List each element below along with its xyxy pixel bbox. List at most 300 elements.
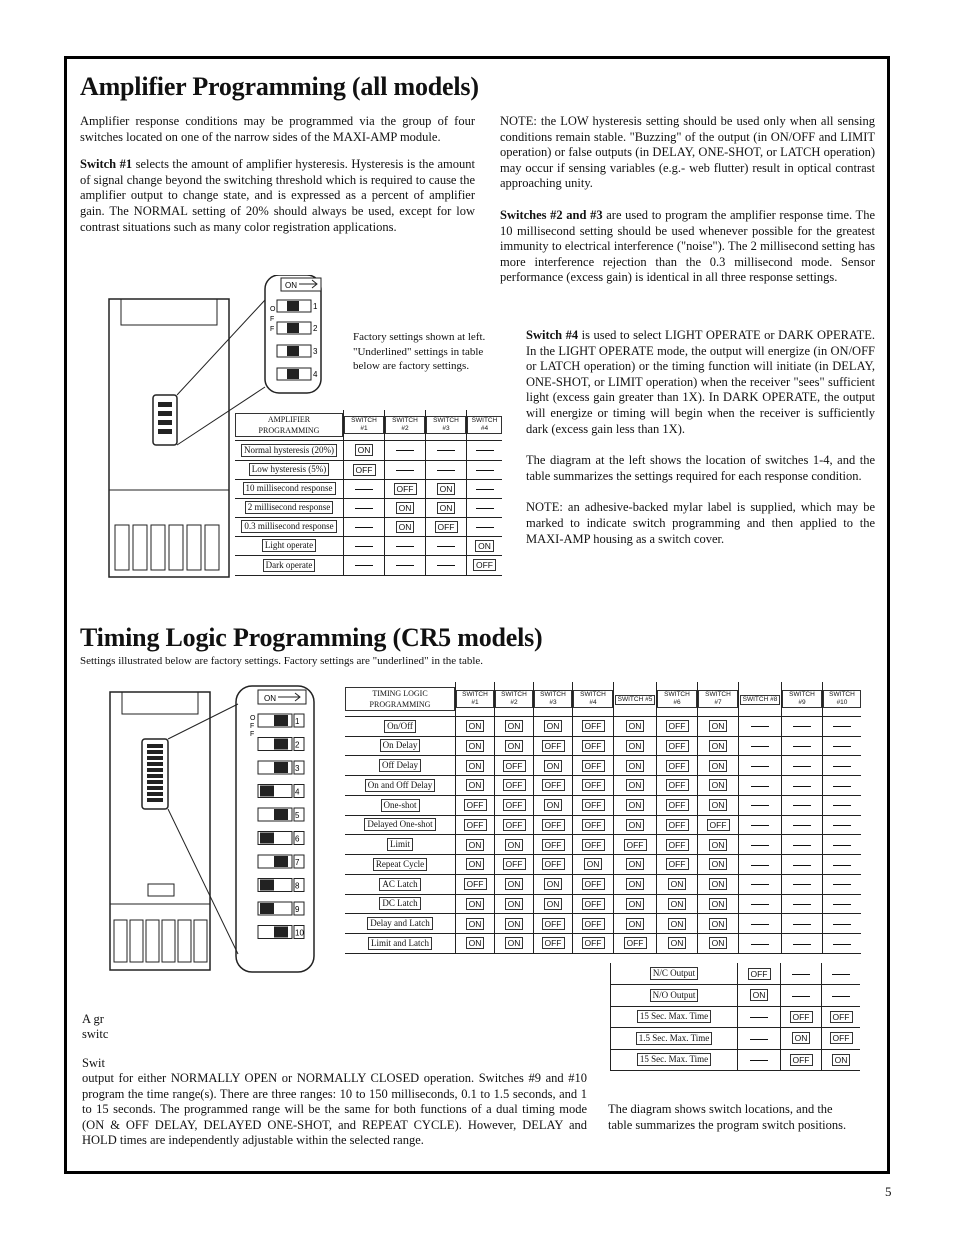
switch-setting: ON (614, 874, 657, 894)
switch-setting: ON (614, 815, 657, 835)
dash-mark (355, 508, 373, 509)
switch-setting (782, 835, 823, 855)
table-row (345, 736, 861, 756)
switch-setting (426, 555, 467, 575)
text-fragment: A gr (82, 1012, 104, 1026)
switch-number: 9 (295, 905, 300, 914)
dash-mark (355, 527, 373, 528)
row-label: 10 millisecond response (235, 479, 344, 498)
switch-setting (823, 756, 862, 776)
switch-setting: OFF (495, 756, 534, 776)
switch-setting: ON (534, 795, 573, 815)
switch-setting (467, 517, 503, 536)
dash-mark (437, 470, 455, 471)
switch-setting (822, 985, 861, 1007)
timing-logic-table (345, 682, 861, 954)
switch-setting (823, 894, 862, 914)
switch-setting (344, 517, 385, 536)
switch-setting (467, 440, 503, 460)
row-label: Limit and Latch (345, 934, 456, 954)
dash-mark (476, 489, 494, 490)
off-label-vertical: F (250, 731, 255, 738)
switch-setting: OFF (822, 1028, 861, 1050)
switch-setting: OFF (573, 914, 614, 934)
row-label: Off Delay (345, 756, 456, 776)
switch-setting: OFF (495, 795, 534, 815)
switch-setting: ON (495, 914, 534, 934)
output-and-time-range-table (610, 963, 860, 1071)
row-label: Light operate (235, 536, 344, 555)
table-row (611, 1049, 861, 1071)
table-row (345, 894, 861, 914)
table-header: TIMING LOGIC PROGRAMMING (345, 682, 456, 716)
timing-module-drawing (108, 684, 318, 974)
dip-switch-toggle (274, 715, 288, 726)
switch-setting: ON (344, 440, 385, 460)
switch-setting: ON (698, 855, 739, 875)
switch-setting (782, 776, 823, 796)
table-header: SWITCH #1 (456, 682, 495, 716)
dash-mark (793, 726, 811, 727)
row-label: 1.5 Sec. Max. Time (611, 1028, 738, 1050)
switch-setting: ON (385, 498, 426, 517)
off-label-vertical: F (270, 316, 275, 323)
switch-setting: ON (657, 894, 698, 914)
dash-mark (793, 786, 811, 787)
table-row (345, 874, 861, 894)
switch-setting: ON (495, 894, 534, 914)
switch-setting: OFF (573, 716, 614, 736)
switch-setting (739, 894, 782, 914)
table-row (345, 835, 861, 855)
dash-mark (396, 565, 414, 566)
switch-setting: OFF (495, 776, 534, 796)
switch-setting (823, 795, 862, 815)
switch-setting: OFF (657, 716, 698, 736)
switch-setting (385, 555, 426, 575)
row-label: N/C Output (611, 963, 738, 985)
switch-setting (344, 555, 385, 575)
table-header: SWITCH #10 (823, 682, 862, 716)
switch-setting: ON (614, 736, 657, 756)
dash-mark (751, 944, 769, 945)
switch-setting: ON (738, 985, 781, 1007)
row-label: On and Off Delay (345, 776, 456, 796)
switch-setting: ON (467, 536, 503, 555)
switch-setting: OFF (456, 874, 495, 894)
text-fragment: switc (82, 1027, 109, 1041)
dip-switch-toggle (260, 903, 274, 914)
dash-mark (750, 1039, 768, 1040)
dash-mark (476, 470, 494, 471)
table-row (235, 536, 502, 555)
table-header: SWITCH #2 (495, 682, 534, 716)
switch-setting: ON (573, 855, 614, 875)
on-label: ON (285, 281, 297, 290)
switch-setting (781, 985, 822, 1007)
table-header: AMPLIFIER PROGRAMMING (235, 410, 344, 440)
switch-setting (823, 736, 862, 756)
dash-mark (833, 766, 851, 767)
dash-mark (751, 865, 769, 866)
dash-mark (355, 546, 373, 547)
switch-setting: ON (456, 934, 495, 954)
off-label-vertical: O (250, 715, 256, 722)
switch-setting: ON (614, 756, 657, 776)
page-number: 5 (885, 1184, 892, 1199)
switch-setting: ON (614, 795, 657, 815)
switch-setting: ON (698, 795, 739, 815)
switch-setting: ON (698, 934, 739, 954)
switch-setting: OFF (385, 479, 426, 498)
text-fragment: Swit (82, 1056, 105, 1070)
switch-setting (823, 835, 862, 855)
switch-setting (823, 874, 862, 894)
table-row (235, 460, 502, 479)
row-label: Low hysteresis (5%) (235, 460, 344, 479)
paragraph: NOTE: the LOW hysteresis setting should be used only when all sensing conditions remain stable. "Buzzing" of the output (in ON/OFF and LIMIT operation) or false outputs (in DELAY, ONE-SHOT, or LATCH operation) may occur if sensing variables (e.g.- web flutter) result in optical contrast approaching unity. (500, 114, 875, 191)
row-label: DC Latch (345, 894, 456, 914)
dip-switch-toggle (274, 927, 288, 938)
table-row (345, 914, 861, 934)
dash-mark (437, 565, 455, 566)
table-row (235, 440, 502, 460)
switch-setting: OFF (573, 776, 614, 796)
switch-setting: OFF (698, 815, 739, 835)
switch-number: 6 (295, 834, 300, 844)
switch-setting (823, 914, 862, 934)
switch-setting: OFF (573, 815, 614, 835)
dash-mark (793, 904, 811, 905)
dash-mark (793, 884, 811, 885)
switch-setting (782, 716, 823, 736)
dash-mark (751, 786, 769, 787)
switch-number: 7 (295, 858, 300, 867)
on-label: ON (264, 694, 276, 703)
switch-setting (822, 963, 861, 985)
switch-setting: ON (456, 756, 495, 776)
paragraph: NOTE: an adhesive-backed mylar label is supplied, which may be marked to indicate switch programming and then applied to the MAXI-AMP housing as a switch cover. (526, 500, 875, 546)
switch-setting (426, 536, 467, 555)
switch-setting: OFF (573, 756, 614, 776)
paragraph: Switches #2 and #3 are used to program the amplifier response time. The 10 millisecond setting should be used whenever possible for the greatest immunity to electrical interference ("noise"). The 2 millisecond setting has more interference rejection than the 0.3 millisecond mode. Sensor performance (excess gain) is identical in all three response settings. (500, 207, 875, 285)
switch-setting (344, 536, 385, 555)
table-row (345, 756, 861, 776)
switch-setting: OFF (573, 934, 614, 954)
switch-setting: OFF (426, 517, 467, 536)
amplifier-left-column (80, 114, 475, 235)
row-label: Normal hysteresis (20%) (235, 440, 344, 460)
dash-mark (833, 924, 851, 925)
switch-setting (782, 914, 823, 934)
table-row (611, 1028, 861, 1050)
switch-setting: OFF (467, 555, 503, 575)
dip-switch-toggle (260, 786, 274, 797)
switch-setting: ON (614, 716, 657, 736)
switch-setting (739, 795, 782, 815)
switch-setting (739, 855, 782, 875)
row-label: Limit (345, 835, 456, 855)
dash-mark (833, 845, 851, 846)
switch-setting: OFF (573, 894, 614, 914)
switch-setting: ON (698, 914, 739, 934)
dash-mark (833, 746, 851, 747)
switch-setting (782, 815, 823, 835)
paragraph: Switch #4 is used to select LIGHT OPERATE or DARK OPERATE. In the LIGHT OPERATE mode, the output will energize (in ON/OFF or LATCH operation) or the timing function will initiate (in DELAY, ONE-SHOT, or LIMIT operation) when the receiver "sees" sufficient light (excess gain greater than 1X). In DARK OPERATE, the output will energize or timing will begin when the receiver is sufficiently dark (excess gain less than 1X). (526, 328, 875, 436)
amplifier-right-column (500, 114, 875, 286)
dash-mark (793, 805, 811, 806)
dash-mark (396, 546, 414, 547)
switch-setting (739, 835, 782, 855)
switch-setting: ON (456, 736, 495, 756)
switch-setting: ON (781, 1028, 822, 1050)
dash-mark (751, 904, 769, 905)
switch-setting: ON (495, 934, 534, 954)
row-label: 15 Sec. Max. Time (611, 1049, 738, 1071)
table-row (345, 934, 861, 954)
dash-mark (750, 1017, 768, 1018)
switch-setting: ON (698, 776, 739, 796)
switch-setting (467, 498, 503, 517)
switch-setting (782, 934, 823, 954)
switch-setting: OFF (657, 835, 698, 855)
switch-setting (467, 460, 503, 479)
switch-setting (739, 874, 782, 894)
switch-setting: OFF (573, 736, 614, 756)
dash-mark (792, 974, 810, 975)
dash-mark (476, 450, 494, 451)
switch-setting: ON (534, 894, 573, 914)
table-header: SWITCH #1 (344, 410, 385, 440)
row-label: AC Latch (345, 874, 456, 894)
table-row (611, 985, 861, 1007)
table-header: SWITCH #3 (426, 410, 467, 440)
row-label: Repeat Cycle (345, 855, 456, 875)
dash-mark (476, 508, 494, 509)
switch-number: 1 (295, 717, 300, 726)
dash-mark (396, 470, 414, 471)
switch-setting: ON (495, 716, 534, 736)
switch-setting: ON (426, 498, 467, 517)
switch-setting: ON (534, 874, 573, 894)
switch-number: 1 (313, 302, 318, 311)
row-label: N/O Output (611, 985, 738, 1007)
table-header: SWITCH #5 (614, 682, 657, 716)
table-header: SWITCH #2 (385, 410, 426, 440)
switch-setting: OFF (573, 795, 614, 815)
switch-setting (385, 536, 426, 555)
switch-setting: ON (456, 776, 495, 796)
dash-mark (793, 845, 811, 846)
switch-setting (426, 460, 467, 479)
switch-setting (344, 479, 385, 498)
switch-setting: ON (456, 914, 495, 934)
table-row (235, 517, 502, 536)
switch-setting: ON (614, 776, 657, 796)
dash-mark (751, 805, 769, 806)
switch-setting: OFF (614, 934, 657, 954)
switch-setting: OFF (657, 815, 698, 835)
dash-mark (793, 944, 811, 945)
switch-setting: ON (456, 855, 495, 875)
dash-mark (832, 974, 850, 975)
switch-setting (739, 934, 782, 954)
dip-switch-toggle (274, 739, 288, 750)
switch-setting (823, 716, 862, 736)
switch-setting: OFF (781, 1049, 822, 1071)
switch-setting: OFF (534, 934, 573, 954)
paragraph: The diagram at the left shows the location of switches 1-4, and the table summarizes the settings required for each response condition. (526, 453, 875, 483)
switch-number: 2 (295, 740, 300, 750)
dash-mark (833, 944, 851, 945)
dash-mark (833, 726, 851, 727)
dash-mark (793, 924, 811, 925)
row-label: 0.3 millisecond response (235, 517, 344, 536)
row-label: Delayed One-shot (345, 815, 456, 835)
switch-setting: OFF (534, 914, 573, 934)
row-label: On/Off (345, 716, 456, 736)
switch-setting: ON (698, 716, 739, 736)
row-label: Delay and Latch (345, 914, 456, 934)
switch-setting: ON (534, 756, 573, 776)
table-row (345, 815, 861, 835)
switch-setting (823, 776, 862, 796)
dash-mark (751, 766, 769, 767)
switch-setting: ON (614, 894, 657, 914)
switch-setting: ON (495, 736, 534, 756)
switch-setting: OFF (456, 795, 495, 815)
dash-mark (793, 746, 811, 747)
dash-mark (833, 865, 851, 866)
table-header: SWITCH #9 (782, 682, 823, 716)
switch-setting: OFF (573, 874, 614, 894)
switch-number: 3 (295, 764, 300, 773)
switch-setting (782, 756, 823, 776)
dip-switch-toggle (274, 856, 288, 867)
dash-mark (751, 845, 769, 846)
dip-switch-toggle (260, 833, 274, 844)
switch-number: 4 (295, 787, 300, 797)
switch-setting (823, 815, 862, 835)
row-label: 15 Sec. Max. Time (611, 1006, 738, 1028)
switch-setting: OFF (534, 855, 573, 875)
switch-setting: OFF (822, 1006, 861, 1028)
dash-mark (751, 884, 769, 885)
switch-setting: ON (698, 874, 739, 894)
factory-settings-note: Factory settings shown at left. "Underlined" settings in table below are factory settings. (353, 331, 486, 372)
table-header: SWITCH #8 (739, 682, 782, 716)
switch-setting: OFF (495, 855, 534, 875)
table-header: SWITCH #6 (657, 682, 698, 716)
switch-setting (782, 855, 823, 875)
switch-setting (782, 874, 823, 894)
switch-setting (782, 894, 823, 914)
switch-setting: ON (698, 894, 739, 914)
switch-setting (739, 914, 782, 934)
switch-setting: ON (456, 894, 495, 914)
dash-mark (832, 996, 850, 997)
switch-setting: ON (698, 736, 739, 756)
switch-setting: OFF (614, 835, 657, 855)
switch-setting: OFF (657, 776, 698, 796)
switch-setting: OFF (344, 460, 385, 479)
paragraph: Switch #1 selects the amount of amplifier hysteresis. Hysteresis is the amount of signal change beyond the switching threshold which is required to cause the amplifier output to change state, and is expressed as a percent of amplifier gain. The NORMAL setting of 20% should always be used, except for low contrast situations such as many color registration applications. (80, 157, 475, 234)
switch-setting: OFF (534, 835, 573, 855)
switch-setting: ON (614, 914, 657, 934)
table-row (345, 855, 861, 875)
timing-range-paragraph: output for either NORMALLY OPEN or NORMALLY CLOSED operation. Switches #9 and #10 program the time range(s). There are three ranges: 10 to 150 milliseconds, 0.1 to 1.5 seconds, and 1 to 15 seconds. The programmed range will be the same for both functions of a dual timing mode (ON & OFF DELAY, DELAYED ONE-SHOT, and REPEAT CYCLE). However, DELAY and HOLD times are independently adjustable within the selected range. (82, 1071, 587, 1148)
switch-setting: ON (698, 756, 739, 776)
dash-mark (476, 527, 494, 528)
switch-setting (782, 795, 823, 815)
switch-setting (823, 934, 862, 954)
switch-setting: ON (614, 855, 657, 875)
row-label: 2 millisecond response (235, 498, 344, 517)
switch-setting: ON (495, 835, 534, 855)
row-label: One-shot (345, 795, 456, 815)
switch-setting: ON (385, 517, 426, 536)
dash-mark (751, 825, 769, 826)
switch-setting (385, 440, 426, 460)
dash-mark (793, 865, 811, 866)
switch-setting: OFF (738, 963, 781, 985)
diagram-caption: The diagram shows switch locations, and the table summarizes the program switch positions. (608, 1102, 847, 1132)
dip-switch-toggle (274, 809, 288, 820)
switch-setting (738, 1028, 781, 1050)
dash-mark (793, 825, 811, 826)
table-header: SWITCH #3 (534, 682, 573, 716)
table-row (345, 776, 861, 796)
switch-setting (467, 479, 503, 498)
switch-setting: OFF (456, 815, 495, 835)
table-row (611, 963, 861, 985)
switch-setting: ON (657, 934, 698, 954)
switch-setting (739, 756, 782, 776)
dash-mark (792, 996, 810, 997)
switch-setting (781, 963, 822, 985)
switch-setting (738, 1006, 781, 1028)
switch-setting: OFF (657, 736, 698, 756)
switch-setting: OFF (534, 736, 573, 756)
switch-setting: ON (657, 874, 698, 894)
switch-setting: ON (495, 874, 534, 894)
switch-number: 8 (295, 881, 300, 891)
timing-logic-subtitle: Settings illustrated below are factory settings. Factory settings are "underlined" in the table. (80, 655, 484, 667)
switch-setting: ON (456, 716, 495, 736)
switch-setting (426, 440, 467, 460)
switch-setting: ON (426, 479, 467, 498)
switch-number: 2 (313, 324, 318, 333)
table-header: SWITCH #4 (467, 410, 503, 440)
switch-setting: OFF (657, 756, 698, 776)
switch-setting: ON (534, 716, 573, 736)
table-row (235, 479, 502, 498)
dash-mark (833, 884, 851, 885)
switch-setting (739, 736, 782, 756)
dash-mark (396, 450, 414, 451)
switch-setting: OFF (657, 855, 698, 875)
switch-setting: OFF (495, 815, 534, 835)
dash-mark (833, 786, 851, 787)
switch-number: 10 (295, 928, 304, 938)
table-row (345, 795, 861, 815)
switch-setting (739, 716, 782, 736)
switch-setting: ON (698, 835, 739, 855)
switch-setting: OFF (657, 795, 698, 815)
amplifier-lower-right-column (526, 328, 875, 547)
dip-switch-toggle (260, 880, 274, 891)
dash-mark (355, 565, 373, 566)
